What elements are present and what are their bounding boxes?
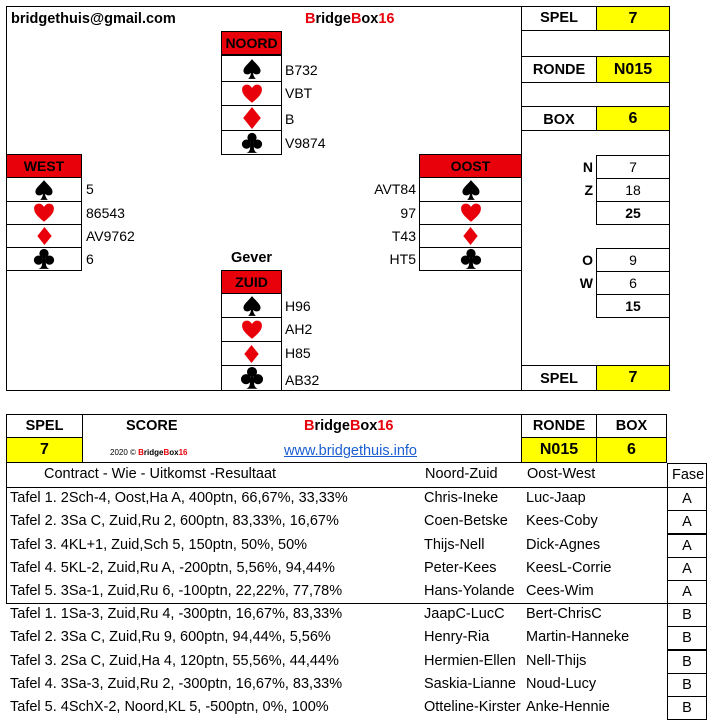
table-row [6,487,707,511]
ronde-label: RONDE [521,56,597,83]
website-link[interactable]: www.bridgethuis.info [284,443,417,459]
oost-diamonds: T43 [391,228,416,244]
score-box-value: 6 [596,437,667,463]
row-fase: A [667,510,707,534]
spel-value: 7 [596,6,670,31]
brand-ox: ox [361,11,379,27]
row-contract: Tafel 2. 3Sa C, Zuid,Ru 9, 600ptn, 94,44%, 5,56% [10,629,331,646]
west-spades-icon [6,177,82,202]
score-box-label: BOX [596,414,667,438]
copyright-text [110,448,188,457]
noord-label: NOORD [221,31,282,55]
row-fase: A [667,534,707,558]
zuid-diamonds-icon [221,341,282,366]
n-value: 7 [596,155,670,179]
table-row [6,626,707,650]
table-row [6,534,707,558]
row-contract: Tafel 4. 3Sa-3, Zuid,Ru 2, -300ptn, 16,67%, 83,33% [10,675,343,692]
col-nz: Noord-Zuid [425,466,498,482]
col-fase-label: Fase [672,467,705,483]
row-nz: Thijs-Nell [424,536,485,553]
email-address: bridgethuis@gmail.com [11,11,176,27]
nz-total: 25 [596,201,670,225]
noord-spades: B732 [285,62,318,78]
o-value: 9 [596,248,670,272]
brand-logo [305,11,394,27]
row-contract: Tafel 3. 2Sa C, Zuid,Ha 4, 120ptn, 55,56%, 44,44% [10,652,339,669]
brand-b: B [305,11,316,27]
score-ronde-value: N015 [521,437,597,463]
spel-label: SPEL [521,6,597,31]
zuid-hearts: AH2 [285,321,313,337]
row-nz: Hans-Yolande [424,583,515,600]
ow-total: 15 [596,294,670,318]
n-label: N [582,159,593,175]
row-fase: A [667,580,707,604]
zuid-diamonds: H85 [285,345,311,361]
z-label: Z [584,182,593,198]
info-spacer-2 [521,82,670,107]
o-label: O [582,252,593,268]
west-hearts-icon [6,201,82,225]
zuid-hearts-icon [221,317,282,342]
oost-clubs: HT5 [389,251,416,267]
zuid-spades-icon [221,293,282,318]
row-ow: Luc-Jaap [526,490,586,506]
score-brand-logo [304,418,393,434]
row-fase: B [667,673,707,697]
row-contract: Tafel 5. 3Sa-1, Zuid,Ru 6, -100ptn, 22,22%, 77,78% [10,583,343,600]
row-ow: Bert-ChrisC [526,606,602,622]
noord-hearts: VBT [285,85,313,101]
oost-hearts: 97 [400,205,416,221]
table-row [6,580,707,604]
dealer-label: Gever [230,250,273,266]
row-nz: Peter-Kees [424,559,497,576]
zuid-clubs: AB32 [285,372,320,388]
row-nz: Coen-Betske [424,513,508,530]
west-hearts: 86543 [86,205,125,221]
row-ow: KeesL-Corrie [526,559,612,576]
noord-spades-icon [221,55,282,82]
table-row [6,696,707,720]
copyright-brand-16: 16 [178,448,188,457]
row-nz: Hermien-Ellen [424,652,516,669]
noord-diamonds-icon [221,105,282,131]
score-spel-label: SPEL [6,414,83,438]
spel2-label: SPEL [521,365,597,391]
score-brand-B: B [349,418,361,434]
row-nz: Chris-Ineke [424,490,499,506]
zuid-spades: H96 [285,298,311,314]
score-ronde-label: RONDE [521,414,597,438]
west-clubs: 6 [86,251,94,267]
copyright-brand-ox: ox [169,448,179,457]
oost-label: OOST [419,154,522,178]
row-contract: Tafel 1. 1Sa-3, Zuid,Ru 4, -300ptn, 16,67%, 83,33% [10,606,343,622]
info-spacer-1 [521,30,670,57]
noord-clubs: V9874 [285,135,326,151]
score-brand-16: 16 [377,418,394,434]
row-ow: Anke-Hennie [526,699,610,716]
row-fase: A [667,557,707,581]
row-contract: Tafel 4. 5KL-2, Zuid,Ru A, -200ptn, 5,56%, 94,44% [10,559,335,576]
row-fase: B [667,603,707,627]
row-fase: A [667,487,707,511]
oost-diamonds-icon [419,224,522,248]
oost-spades: AVT84 [374,181,416,197]
noord-hearts-icon [221,81,282,106]
noord-clubs-icon [221,130,282,155]
table-row [6,673,707,697]
table-row [6,650,707,674]
box-label: BOX [521,106,597,131]
score-brand-ridge: ridge [314,418,350,434]
brand-ridge: ridge [315,11,351,27]
row-contract: Tafel 3. 4KL+1, Zuid,Sch 5, 150ptn, 50%, 50% [10,536,308,553]
score-brand-b: B [304,418,315,434]
zuid-label: ZUID [221,270,282,294]
row-contract: Tafel 2. 3Sa C, Zuid,Ru 2, 600ptn, 83,33%, 16,67% [10,513,339,530]
row-fase: B [667,626,707,650]
row-nz: Saskia-Lianne [424,675,516,692]
spel2-value: 7 [596,365,670,391]
copyright: 2020 © [110,448,139,457]
west-diamonds-icon [6,224,82,248]
zuid-clubs-icon [221,365,282,391]
score-label: SCORE [126,418,178,434]
row-ow: Martin-Hanneke [526,629,630,646]
row-nz: Otteline-Kirster [424,699,521,716]
copyright-brand-B: B [163,448,170,457]
w-label: W [579,275,593,291]
west-diamonds: AV9762 [86,228,135,244]
row-ow: Noud-Lucy [526,675,597,692]
west-label: WEST [6,154,82,178]
score-spel-value: 7 [6,437,83,463]
row-ow: Cees-Wim [526,583,594,600]
row-contract: Tafel 5. 4SchX-2, Noord,KL 5, -500ptn, 0%, 100% [10,699,329,716]
oost-clubs-icon [419,247,522,271]
score-brand-ox: ox [360,418,378,434]
oost-spades-icon [419,177,522,202]
row-ow: Dick-Agnes [526,536,601,553]
noord-diamonds: B [285,111,295,127]
table-row [6,557,707,581]
west-clubs-icon [6,247,82,271]
col-fase [667,463,707,488]
table-row [6,510,707,534]
z-value: 18 [596,178,670,202]
row-ow: Kees-Coby [526,513,598,530]
row-fase: B [667,650,707,674]
col-ow: Oost-West [527,466,596,482]
brand-16: 16 [378,11,395,27]
row-fase: B [667,696,707,720]
oost-hearts-icon [419,201,522,225]
copyright-brand-b: B [138,448,144,457]
west-spades: 5 [86,181,94,197]
table-row [6,603,707,627]
w-value: 6 [596,271,670,295]
box-value: 6 [596,106,670,131]
row-nz: JaapC-LucC [424,606,505,622]
ronde-value: N015 [596,56,670,83]
brand-B: B [350,11,362,27]
row-ow: Nell-Thijs [526,652,587,669]
copyright-brand-ridge: ridge [143,448,164,457]
row-nz: Henry-Ria [424,629,490,646]
results-header [6,463,707,487]
col-contract: Contract - Wie - Uitkomst -Resultaat [44,466,277,482]
row-contract: Tafel 1. 2Sch-4, Oost,Ha A, 400ptn, 66,67%, 33,33% [10,490,348,506]
